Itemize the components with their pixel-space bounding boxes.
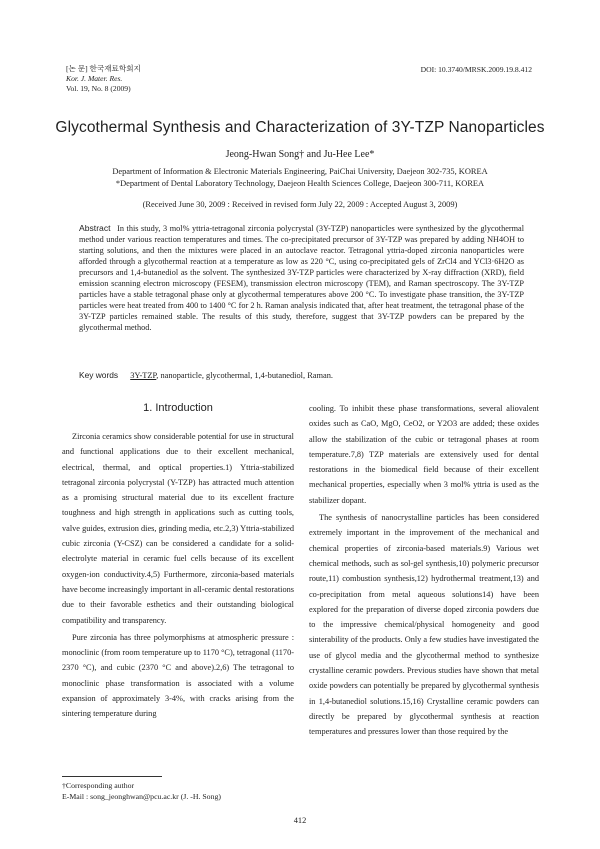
intro-paragraph-4: The synthesis of nanocrystalline particles has been considered extremely important in the improvement of the mechanical and chemical properties of zirconia-based materials.9) Various wet chemical methods, such as sol-gel synthesis,10) polymeric precursor route,11) combustion synthesis,12) hydrothermal treatment,13) and co-precipitation from metal aqueous solutions14) have been explored for the preparation of diverse doped zirconia powders due to the impressive chemical/physical homogeneity and good sinterability of the products. Only a few studies have investigated the use of glycol media and the glycothermal method to synthesize crystalline ceramic powders. Previous studies have shown that metal oxide powders can potentially be prepared by glycothermal synthesis in 1,4-butanediol solutions.15,16) Crystalline ceramic powders can directly be prepared by glycothermal synthesis at reaction temperatures and pressures lower than those required by the (309, 513, 539, 737)
footnote-email[interactable]: E-Mail : song_jeonghwan@pcu.ac.kr (J. -H. Song) (62, 792, 221, 801)
right-column (309, 401, 539, 740)
keyword-link[interactable]: 3Y-TZP (130, 371, 157, 380)
authors: Jeong-Hwan Song† and Ju-Hee Lee* (225, 149, 375, 160)
journal-info (66, 64, 141, 94)
abstract-text: In this study, 3 mol% yttria-tetragonal zirconia polycrystal (3Y-TZP) nanoparticles were synthesized by the glycothermal method under various reaction temperatures and times. The co-precipitated precursor of 3Y-TZP was prepared by adding NH4OH to starting solutions, and then the mixtures were placed in an autoclave reactor. Tetragonal yttria-doped zirconia nanoparticles were afforded through a glycothermal reaction at a temperature as low as 220 °C, using co-precipitated gels of ZrCl4 and YCl3·6H2O as precursors and 1,4-butanediol as the solvent. The synthesized 3Y-TZP particles were characterized by X-ray diffraction (XRD), field emission scanning electron microscopy (FESEM), transmission electron microscopy (TEM), and Raman spectroscopy. The 3Y-TZP particles have a stable tetragonal phase only at glycothermal temperatures above 200 °C. To investigate phase transition, the 3Y-TZP particles were heat treated from 400 to 1400 °C for 2 h. Raman analysis indicated that, after heat treatment, the tetragonal phase of the 3Y-TZP particles remained stable. The results of this study, therefore, suggest that 3Y-TZP powders can be prepared by the glycothermal method. (79, 224, 525, 332)
keywords-label: Key words (79, 370, 119, 380)
section-title-introduction: 1. Introduction (143, 402, 213, 414)
footnote-corresponding: †Corresponding author (62, 781, 135, 790)
received-dates: (Received June 30, 2009 : Received in revised form July 22, 2009 : Accepted August 3, 2009) (142, 200, 458, 209)
keywords-rest: , nanoparticle, glycothermal, 1,4-butanediol, Raman. (156, 371, 334, 380)
journal-abbrev: Kor. J. Mater. Res. (66, 74, 123, 83)
footnote-divider (62, 776, 162, 777)
doi[interactable]: DOI: 10.3740/MRSK.2009.19.8.412 (420, 65, 532, 74)
keywords (79, 370, 333, 380)
page-number: 412 (293, 816, 307, 825)
journal-volume: Vol. 19, No. 8 (2009) (66, 84, 131, 93)
intro-paragraph-1: Zirconia ceramics show considerable potential for use in structural and functional applications due to their excellent mechanical, electrical, thermal, and optical properties.1) Yttria-stabilized tetragonal zirconia polycrystal (Y-TZP) has attracted much attention as a promising structural material due to its excellent fracture toughness and high strength in applications such as cutting tools, valve guides, extrusion dies, grinding media, etc.2,3) Yttria-stabilized cubic zirconia (Y-CSZ) can be considered a candidate for a solid-electrolyte material in ceramic fuel cells because of its excellent oxygen-ion conductivity.4,5) Furthermore, zirconia-based materials have become increasingly important in all-ceramic dental restorations due to their favorable esthetics and their outstanding biological compatibility and transparency. (62, 432, 294, 625)
intro-paragraph-3: cooling. To inhibit these phase transformations, several aliovalent oxides such as CaO, MgO, CeO2, or Y2O3 are added; these oxides allow the stabilization of the cubic or tetragonal phases at room temperature.7,8) TZP materials are extensively used for dental restorations in the biomedical field because of their excellent mechanical properties, especially when 3 mol% yttria is used as the stabilizer dopant. (309, 404, 539, 505)
journal-korean-name: [논 문] 한국재료학회지 (66, 64, 141, 73)
abstract (79, 223, 524, 333)
abstract-label: Abstract (79, 223, 111, 233)
affiliation-1: Department of Information & Electronic Materials Engineering, PaiChai University, Daejeon 302-735, KOREA (112, 167, 488, 176)
footnote (62, 780, 221, 802)
intro-paragraph-2: Pure zirconia has three polymorphisms at atmospheric pressure : monoclinic (from room temperature up to 1170 °C), tetragonal (1170-2370 °C), and cubic (2370 °C and above).2,6) The tetragonal to monoclinic phase transformation is associated with a volume expansion of approximately 3-4%, with cracks arising from the sintering temperature during (62, 632, 294, 719)
left-column (62, 429, 294, 722)
affiliation-2: *Department of Dental Laboratory Technology, Daejeon Health Sciences College, Daejeon 300-711, KOREA (115, 179, 485, 188)
paper-title: Glycothermal Synthesis and Characterization of 3Y-TZP Nanoparticles (55, 119, 545, 136)
